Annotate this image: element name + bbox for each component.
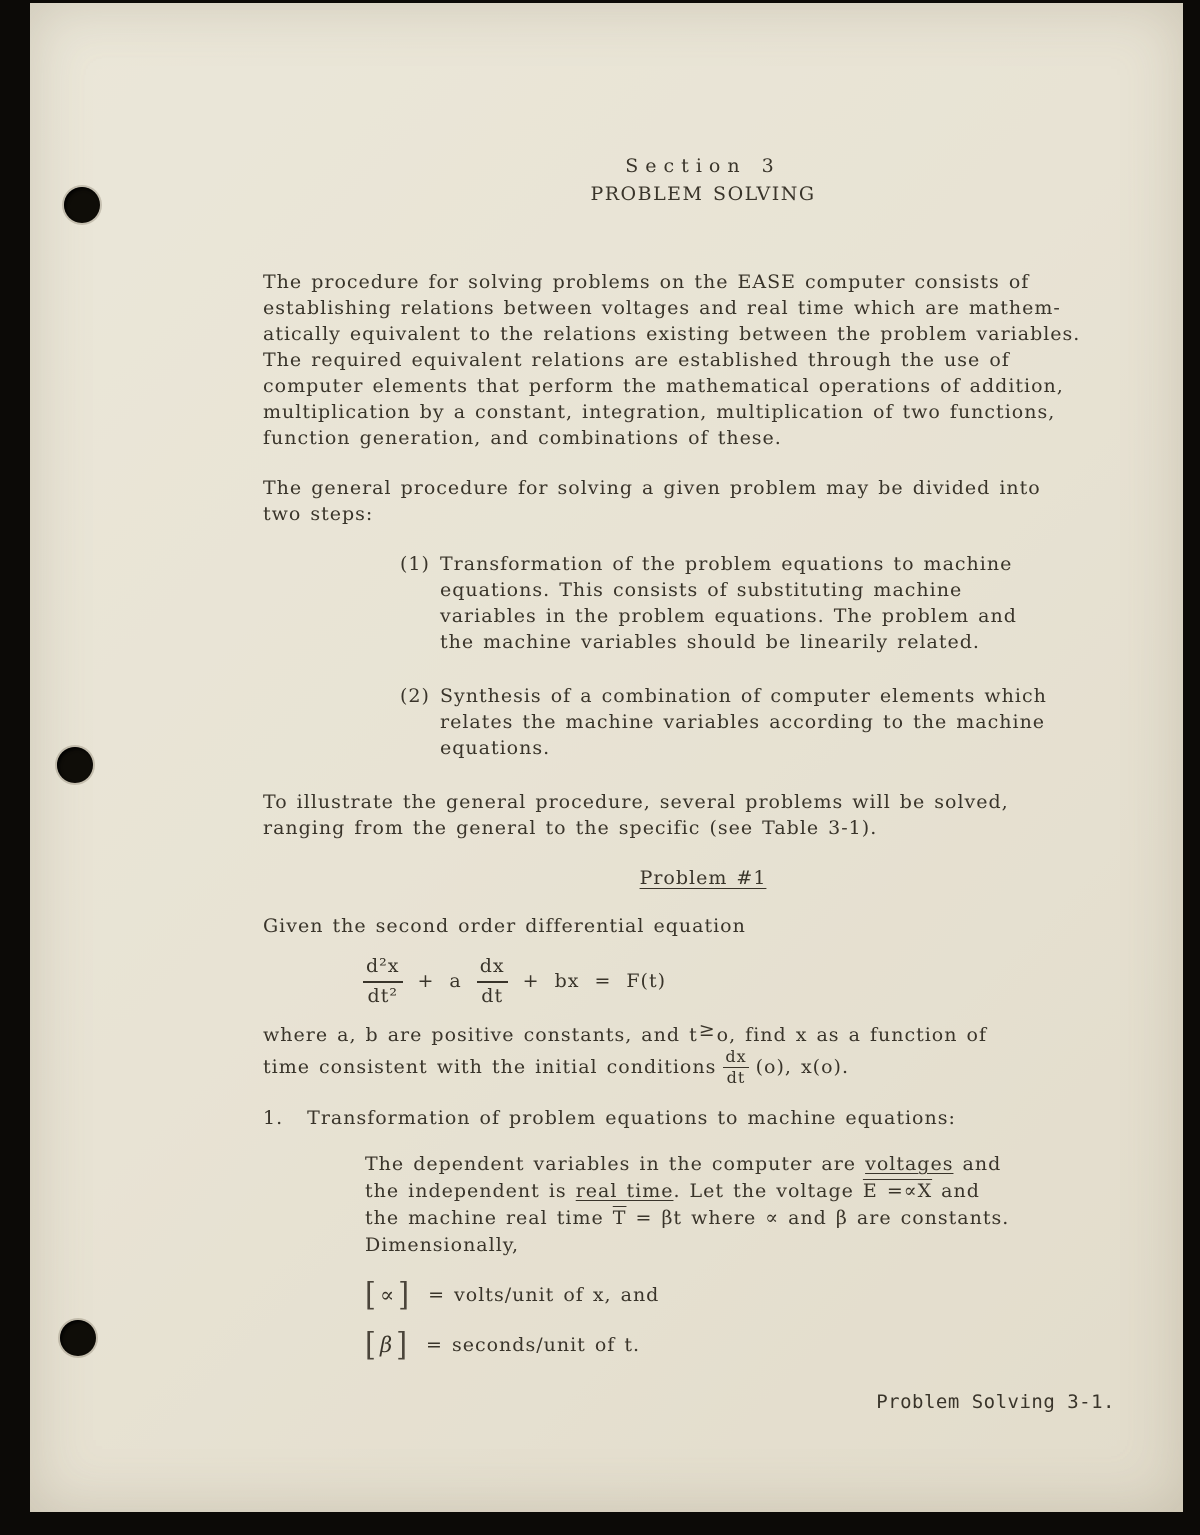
voltages-underlined: voltages [865, 1153, 954, 1176]
geq-symbol: ≥ [698, 1018, 716, 1041]
list-item-2 [400, 683, 1143, 761]
paragraph-procedure: The procedure for solving problems on the EASE computer consists of establishing relations between voltages and real time which are mathem- atically equivalent to the relations existing between the problem variables. The required equivalent relations are established through the use of computer elements that perform the mathematical operations of addition, multiplication by a constant, integration, multiplication of two functions, function generation, and combinations of these. [263, 271, 1081, 449]
punch-hole-top [64, 187, 100, 223]
mline2-c: and [932, 1180, 980, 1203]
machine-line-1 [365, 1151, 1143, 1178]
problem1-heading-text: Problem #1 [639, 867, 767, 889]
punch-hole-bottom [60, 1320, 96, 1356]
coefficient-a: a [449, 970, 462, 993]
document-page [30, 3, 1183, 1512]
dimension-beta [365, 1325, 1143, 1364]
fraction2-denominator: dt [481, 984, 504, 1007]
ic-denominator: dt [726, 1067, 746, 1087]
machine-time-overlined: $\overline{T}$ [612, 1207, 627, 1230]
list-text-1: Transformation of the problem equations to machine equations. This consists of substituting machine variables in the problem equations. The problem and the machine variables should be linearily related. [440, 553, 1017, 653]
real-time-underlined: real time [575, 1180, 674, 1203]
mline3-b: = βt where ∝ and β are constants. [626, 1207, 1010, 1230]
page-content [263, 3, 1143, 1364]
machine-line-3 [365, 1205, 1143, 1232]
list-number-1: (1) [400, 553, 430, 575]
punch-hole-middle [57, 747, 93, 783]
section-heading [263, 3, 1143, 207]
fraction-dx-dt [477, 955, 508, 1008]
mline1-b: and [953, 1153, 1002, 1176]
open-bracket-beta: [ [365, 1325, 377, 1364]
where-clause [263, 1018, 1143, 1088]
fraction-d2x-dt2 [363, 955, 403, 1008]
dimension-beta-text: = seconds/unit of t. [426, 1334, 641, 1357]
where-line-1 [263, 1018, 1143, 1048]
mline1-a: The dependent variables in the computer are [365, 1153, 866, 1176]
machine-line-4 [365, 1232, 1143, 1259]
plus-operator-2: + [522, 970, 540, 993]
where-text-1a: where a, b are positive constants, and t [263, 1023, 698, 1046]
initial-condition-fraction [723, 1048, 748, 1088]
mline2-b: . Let the voltage [673, 1180, 863, 1203]
forcing-function: F(t) [626, 970, 667, 993]
problem1-heading [263, 865, 1143, 891]
differential-equation [363, 955, 1143, 1008]
ic-numerator: dx [723, 1048, 748, 1068]
fraction2-numerator: dx [477, 955, 508, 983]
where-text-2b: (o), x(o). [755, 1055, 849, 1078]
page-footer: Problem Solving 3-1. [876, 1391, 1115, 1413]
page-title: PROBLEM SOLVING [590, 183, 816, 205]
problem1-intro: Given the second order differential equation [263, 915, 746, 937]
step1-text: Transformation of problem equations to machine equations: [307, 1107, 956, 1130]
close-bracket-beta: ] [396, 1325, 409, 1364]
dimension-alpha-text: = volts/unit of x, and [428, 1284, 660, 1307]
dimension-alpha [365, 1275, 1143, 1314]
alpha-symbol: ∝ [379, 1283, 396, 1308]
voltage-relation-overlined: E =∝X [862, 1180, 933, 1203]
paragraph-illustrate: To illustrate the general procedure, several problems will be solved, ranging from the general to the specific (see Table 3-1). [263, 791, 1009, 839]
mline2-a: the independent is [365, 1180, 576, 1203]
mline3-a: the machine real time [365, 1207, 613, 1230]
list-text-2: Synthesis of a combination of computer elements which relates the machine variables according to the machine equations. [440, 685, 1047, 759]
list-item-1 [400, 551, 1143, 655]
step1-number: 1. [263, 1107, 284, 1130]
open-bracket-alpha: [ [365, 1275, 377, 1314]
beta-symbol: β [379, 1333, 394, 1358]
fraction1-denominator: dt² [367, 984, 398, 1007]
machine-line-2 [365, 1178, 1143, 1205]
list-number-2: (2) [400, 685, 430, 707]
section-label: Section 3 [625, 155, 781, 177]
equals-sign: = [594, 970, 612, 993]
term-bx: bx [554, 970, 580, 993]
close-bracket-alpha: ] [398, 1275, 411, 1314]
step1-heading [263, 1105, 1143, 1131]
plus-operator-1: + [417, 970, 435, 993]
where-text-2a: time consistent with the initial conditions [263, 1055, 717, 1078]
fraction1-numerator: d²x [363, 955, 403, 983]
where-text-1b: o, find x as a function of [716, 1023, 987, 1046]
dimensionally-label: Dimensionally, [365, 1234, 520, 1257]
paragraph-general-procedure: The general procedure for solving a given problem may be divided into two steps: [263, 477, 1041, 525]
machine-variables-paragraph [365, 1151, 1143, 1259]
where-line-2 [263, 1048, 1143, 1088]
